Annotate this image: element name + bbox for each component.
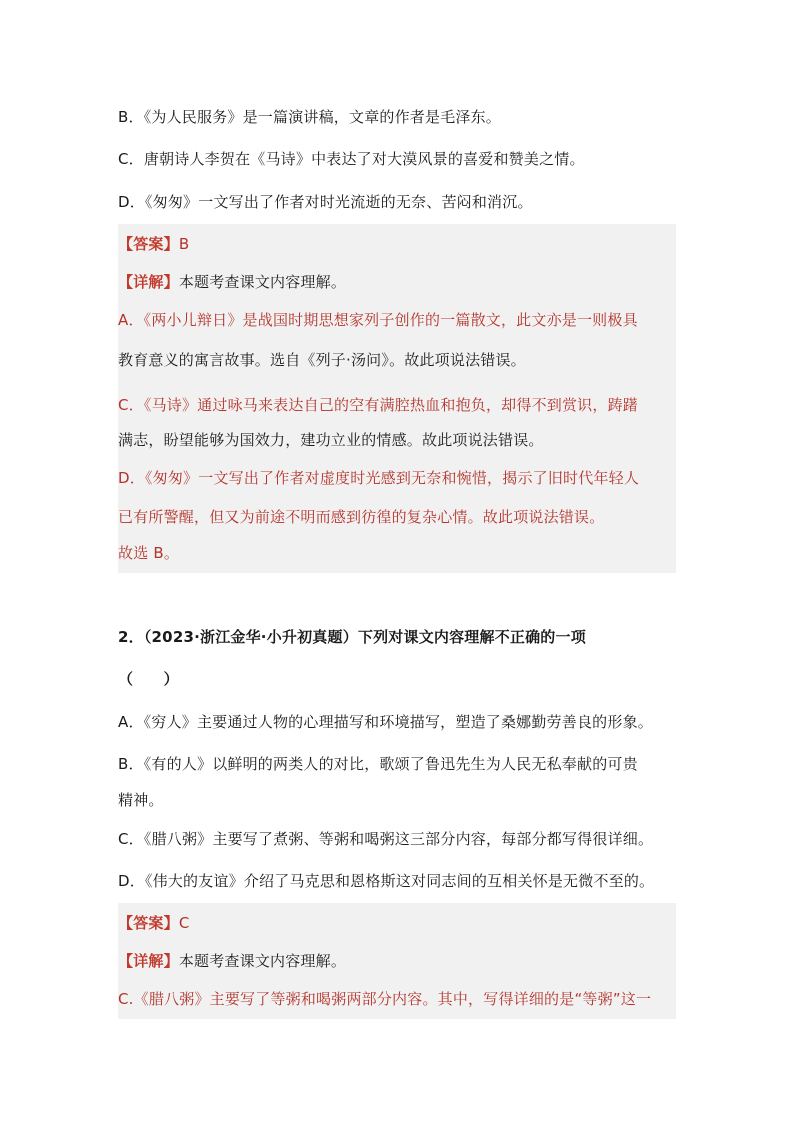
q2-title bbox=[118, 627, 586, 647]
q2-option-c: C．《腊八粥》主要写了煮粥、等粥和喝粥这三部分内容，每部分都写得很详细。 bbox=[118, 830, 654, 848]
q1-detail bbox=[118, 272, 346, 292]
answer-value: B bbox=[178, 235, 190, 253]
q1-explanation-a-line2: 教育意义的寓言故事。选自《列子·汤问》。故此项说法错误。 bbox=[118, 351, 526, 369]
q1-explanation-a-line1: A．《两小儿辩日》是战国时期思想家列子创作的一篇散文，此文亦是一则极具 bbox=[118, 311, 638, 329]
q2-option-b-line2: 精神。 bbox=[118, 791, 164, 809]
q1-conclusion: 故选 B。 bbox=[118, 544, 180, 562]
q1-explanation-c-line2: 满志，盼望能够为国效力，建功立业的情感。故此项说法错误。 bbox=[118, 431, 544, 449]
answer-value: C bbox=[178, 914, 190, 932]
detail-text: 本题考查课文内容理解。 bbox=[178, 952, 347, 970]
q1-explanation-c-line1: C．《马诗》通过咏马来表达自己的空有满腔热血和抱负，却得不到赏识，踌躇 bbox=[118, 396, 638, 414]
q2-option-d: D．《伟大的友谊》介绍了马克思和恩格斯这对同志间的互相关怀是无微不至的。 bbox=[118, 872, 655, 890]
q2-answer bbox=[118, 913, 190, 933]
q1-explanation-d-line2: 已有所警醒，但又为前途不明而感到彷徨的复杂心情。故此项说法错误。 bbox=[118, 508, 605, 526]
q2-detail bbox=[118, 951, 346, 971]
q2-answer-blank: （ ） bbox=[118, 670, 179, 688]
q1-explanation-d-line1: D．《匆匆》一文写出了作者对虚度时光感到无奈和惋惜，揭示了旧时代年轻人 bbox=[118, 469, 640, 487]
q2-option-a: A．《穷人》主要通过人物的心理描写和环境描写，塑造了桑娜勤劳善良的形象。 bbox=[118, 713, 653, 731]
q1-option-c: C．唐朝诗人李贺在《马诗》中表达了对大漠风景的喜爱和赞美之情。 bbox=[118, 150, 585, 168]
q2-number: 2． bbox=[118, 628, 144, 646]
detail-label: 【详解】 bbox=[118, 273, 179, 291]
q1-option-d: D．《匆匆》一文写出了作者对时光流逝的无奈、苦闷和消沉。 bbox=[118, 193, 533, 211]
q1-answer bbox=[118, 234, 189, 254]
detail-label: 【详解】 bbox=[118, 952, 179, 970]
answer-label: 【答案】 bbox=[118, 235, 179, 253]
detail-text: 本题考查课文内容理解。 bbox=[178, 273, 347, 291]
q2-option-b-line1: B．《有的人》以鲜明的两类人的对比，歌颂了鲁迅先生为人民无私奉献的可贵 bbox=[118, 755, 638, 773]
q1-option-b: B．《为人民服务》是一篇演讲稿，文章的作者是毛泽东。 bbox=[118, 108, 501, 126]
q2-title-text: （2023·浙江金华·小升初真题）下列对课文内容理解不正确的一项 bbox=[143, 628, 586, 646]
answer-label: 【答案】 bbox=[118, 914, 179, 932]
q2-explanation: C.《腊八粥》主要写了等粥和喝粥两部分内容。其中，写得详细的是“等粥”这一 bbox=[118, 990, 652, 1008]
